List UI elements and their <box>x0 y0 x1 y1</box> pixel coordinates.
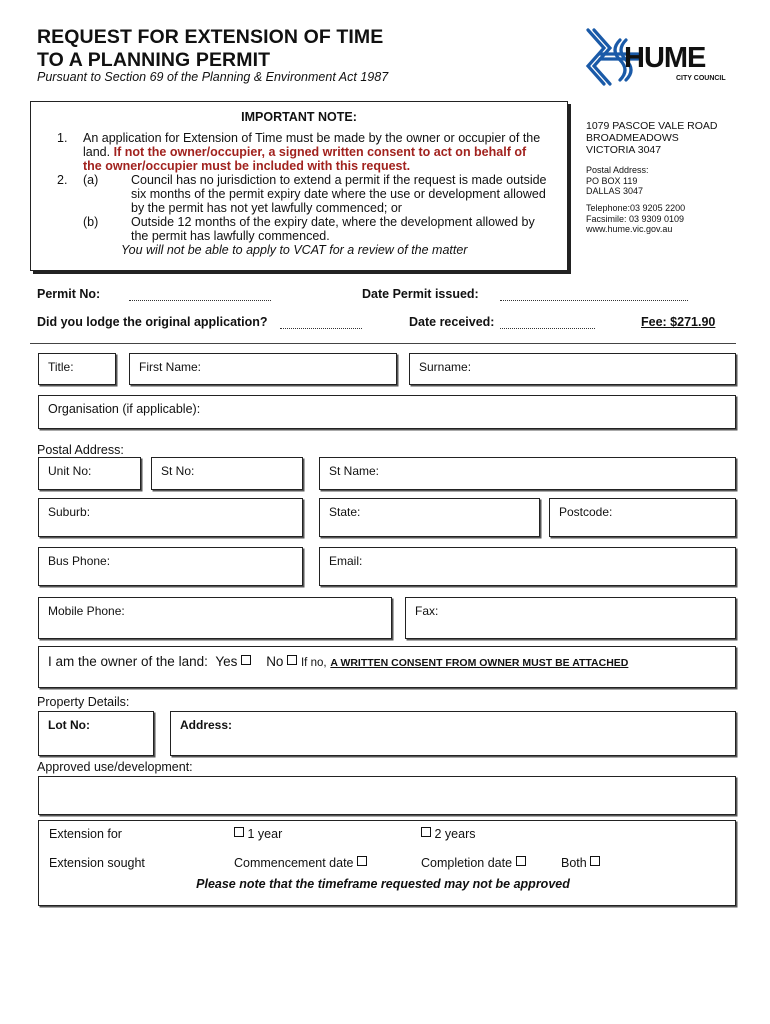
note-item2-b-marker: (b) <box>83 215 99 229</box>
contact-web: www.hume.vic.gov.au <box>586 224 673 234</box>
approved-use-label: Approved use/development: <box>37 760 193 774</box>
title-field-label: Title: <box>48 360 74 374</box>
mobile-phone-field-label: Mobile Phone: <box>48 604 125 618</box>
contact-street-line3: VICTORIA 3047 <box>586 144 662 156</box>
owner-consent-notice: A WRITTEN CONSENT FROM OWNER MUST BE ATTACHED <box>330 657 629 669</box>
council-postal-address <box>586 165 649 197</box>
form-subtitle: Pursuant to Section 69 of the Planning & Environment Act 1987 <box>37 70 389 84</box>
postcode-field-label: Postcode: <box>559 505 613 519</box>
email-field[interactable] <box>319 547 736 586</box>
completion-label: Completion date <box>421 856 513 870</box>
note-item2-a-line1: Council has no jurisdiction to extend a permit if the request is made outside <box>131 173 547 187</box>
option-both[interactable] <box>561 856 600 870</box>
first-name-field[interactable] <box>129 353 397 385</box>
two-years-label: 2 years <box>434 827 476 841</box>
fax-field[interactable] <box>405 597 736 639</box>
two-years-checkbox[interactable] <box>421 827 431 837</box>
postal-address-label: Postal Address: <box>37 443 124 457</box>
bus-phone-field[interactable] <box>38 547 303 586</box>
form-title-line2: TO A PLANNING PERMIT <box>37 49 271 71</box>
one-year-label: 1 year <box>247 827 283 841</box>
surname-field-label: Surname: <box>419 360 472 374</box>
contact-telephone: Telephone:03 9205 2200 <box>586 203 686 213</box>
both-checkbox[interactable] <box>590 856 600 866</box>
hume-logo <box>580 26 730 96</box>
mobile-phone-field[interactable] <box>38 597 392 639</box>
suburb-field-label: Suburb: <box>48 505 91 519</box>
date-issued-label: Date Permit issued: <box>362 287 479 301</box>
timeframe-note-text: Please note that the timeframe requested may not be approved <box>196 877 570 891</box>
suburb-field[interactable] <box>38 498 303 537</box>
note-item1-red-line2: the owner/occupier must be included with this request. <box>83 159 411 173</box>
note-item2-b-line2: the permit has lawfully commenced. <box>131 229 330 243</box>
unit-no-field[interactable] <box>38 457 141 490</box>
logo-subtext: CITY COUNCIL <box>676 75 726 82</box>
bus-phone-field-label: Bus Phone: <box>48 554 111 568</box>
owner-question-row <box>48 654 628 669</box>
note-vcat: You will not be able to apply to VCAT for a review of the matter <box>121 243 468 257</box>
lot-no-field[interactable] <box>38 711 154 756</box>
unit-no-field-label: Unit No: <box>48 464 92 478</box>
option-completion[interactable] <box>421 856 526 870</box>
surname-field[interactable] <box>409 353 736 385</box>
divider <box>30 343 736 344</box>
address-field[interactable] <box>170 711 736 756</box>
title-field[interactable] <box>38 353 116 385</box>
council-street-address <box>586 120 718 156</box>
state-field[interactable] <box>319 498 540 537</box>
st-no-field-label: St No: <box>161 464 195 478</box>
owner-no-checkbox[interactable] <box>287 655 297 665</box>
contact-postal-line2: DALLAS 3047 <box>586 186 644 196</box>
permit-no-field[interactable] <box>129 288 271 301</box>
first-name-field-label: First Name: <box>139 360 202 374</box>
owner-if-no-label: If no, <box>300 657 327 669</box>
fax-field-label: Fax: <box>415 604 439 618</box>
organisation-field-label: Organisation (if applicable): <box>48 402 201 416</box>
contact-postal-line1: PO BOX 119 <box>586 175 638 186</box>
contact-street-line1: 1079 PASCOE VALE ROAD <box>586 120 718 132</box>
note-item2-b-line1: Outside 12 months of the expiry date, where the development allowed by <box>131 215 535 229</box>
important-note-box <box>30 101 568 271</box>
note-item2-number: 2. <box>57 173 68 187</box>
one-year-checkbox[interactable] <box>234 827 244 837</box>
note-item1-number: 1. <box>57 131 68 145</box>
option-commencement[interactable] <box>234 856 367 870</box>
note-heading: IMPORTANT NOTE: <box>241 110 357 124</box>
owner-question-label: I am the owner of the land: <box>48 654 208 669</box>
email-field-label: Email: <box>329 554 363 568</box>
approved-use-field[interactable] <box>38 776 736 815</box>
organisation-field[interactable] <box>38 395 736 429</box>
fee-label: Fee: $271.90 <box>641 315 716 329</box>
state-field-label: State: <box>329 505 361 519</box>
st-name-field[interactable] <box>319 457 736 490</box>
date-received-label: Date received: <box>409 315 495 329</box>
owner-yes-checkbox[interactable] <box>241 655 251 665</box>
timeframe-note <box>0 877 770 891</box>
council-phone-details <box>586 203 685 235</box>
note-item1-line2: land. <box>83 145 111 159</box>
note-item2-a-line2: six months of the permit expiry date where the use or development allowed <box>131 187 546 201</box>
date-received-field[interactable] <box>500 316 595 329</box>
address-field-label: Address: <box>180 718 233 732</box>
lodge-original-label: Did you lodge the original application? <box>37 315 268 329</box>
form-title-line1: REQUEST FOR EXTENSION OF TIME <box>37 26 384 48</box>
lodge-original-field[interactable] <box>280 316 362 329</box>
note-item2-a-marker: (a) <box>83 173 99 187</box>
commencement-label: Commencement date <box>234 856 354 870</box>
extension-sought-label: Extension sought <box>49 856 145 870</box>
form-title <box>37 26 383 72</box>
extension-for-label: Extension for <box>49 827 122 841</box>
note-item2-a-line3: by the permit has not yet lawfully commenced; or <box>131 201 402 215</box>
contact-postal-label: Postal Address: <box>586 165 649 175</box>
note-item1-line1: An application for Extension of Time must be made by the owner or occupier of the <box>83 131 541 145</box>
lot-no-field-label: Lot No: <box>48 718 90 732</box>
contact-street-line2: BROADMEADOWS <box>586 132 679 144</box>
st-no-field[interactable] <box>151 457 303 490</box>
commencement-checkbox[interactable] <box>357 856 367 866</box>
both-label: Both <box>561 856 587 870</box>
postcode-field[interactable] <box>549 498 736 537</box>
st-name-field-label: St Name: <box>329 464 380 478</box>
owner-no-label: No <box>266 654 284 669</box>
completion-checkbox[interactable] <box>516 856 526 866</box>
owner-yes-label: Yes <box>215 654 238 669</box>
permit-no-label: Permit No: <box>37 287 101 301</box>
option-1-year[interactable] <box>234 827 282 841</box>
option-2-years[interactable] <box>421 827 475 841</box>
property-details-label: Property Details: <box>37 695 130 709</box>
logo-wordmark: HUME <box>624 42 706 74</box>
date-issued-field[interactable] <box>500 288 688 301</box>
note-item1-red-line1: If not the owner/occupier, a signed written consent to act on behalf of <box>113 145 527 159</box>
contact-facsimile: Facsimile: 03 9309 0109 <box>586 213 685 224</box>
